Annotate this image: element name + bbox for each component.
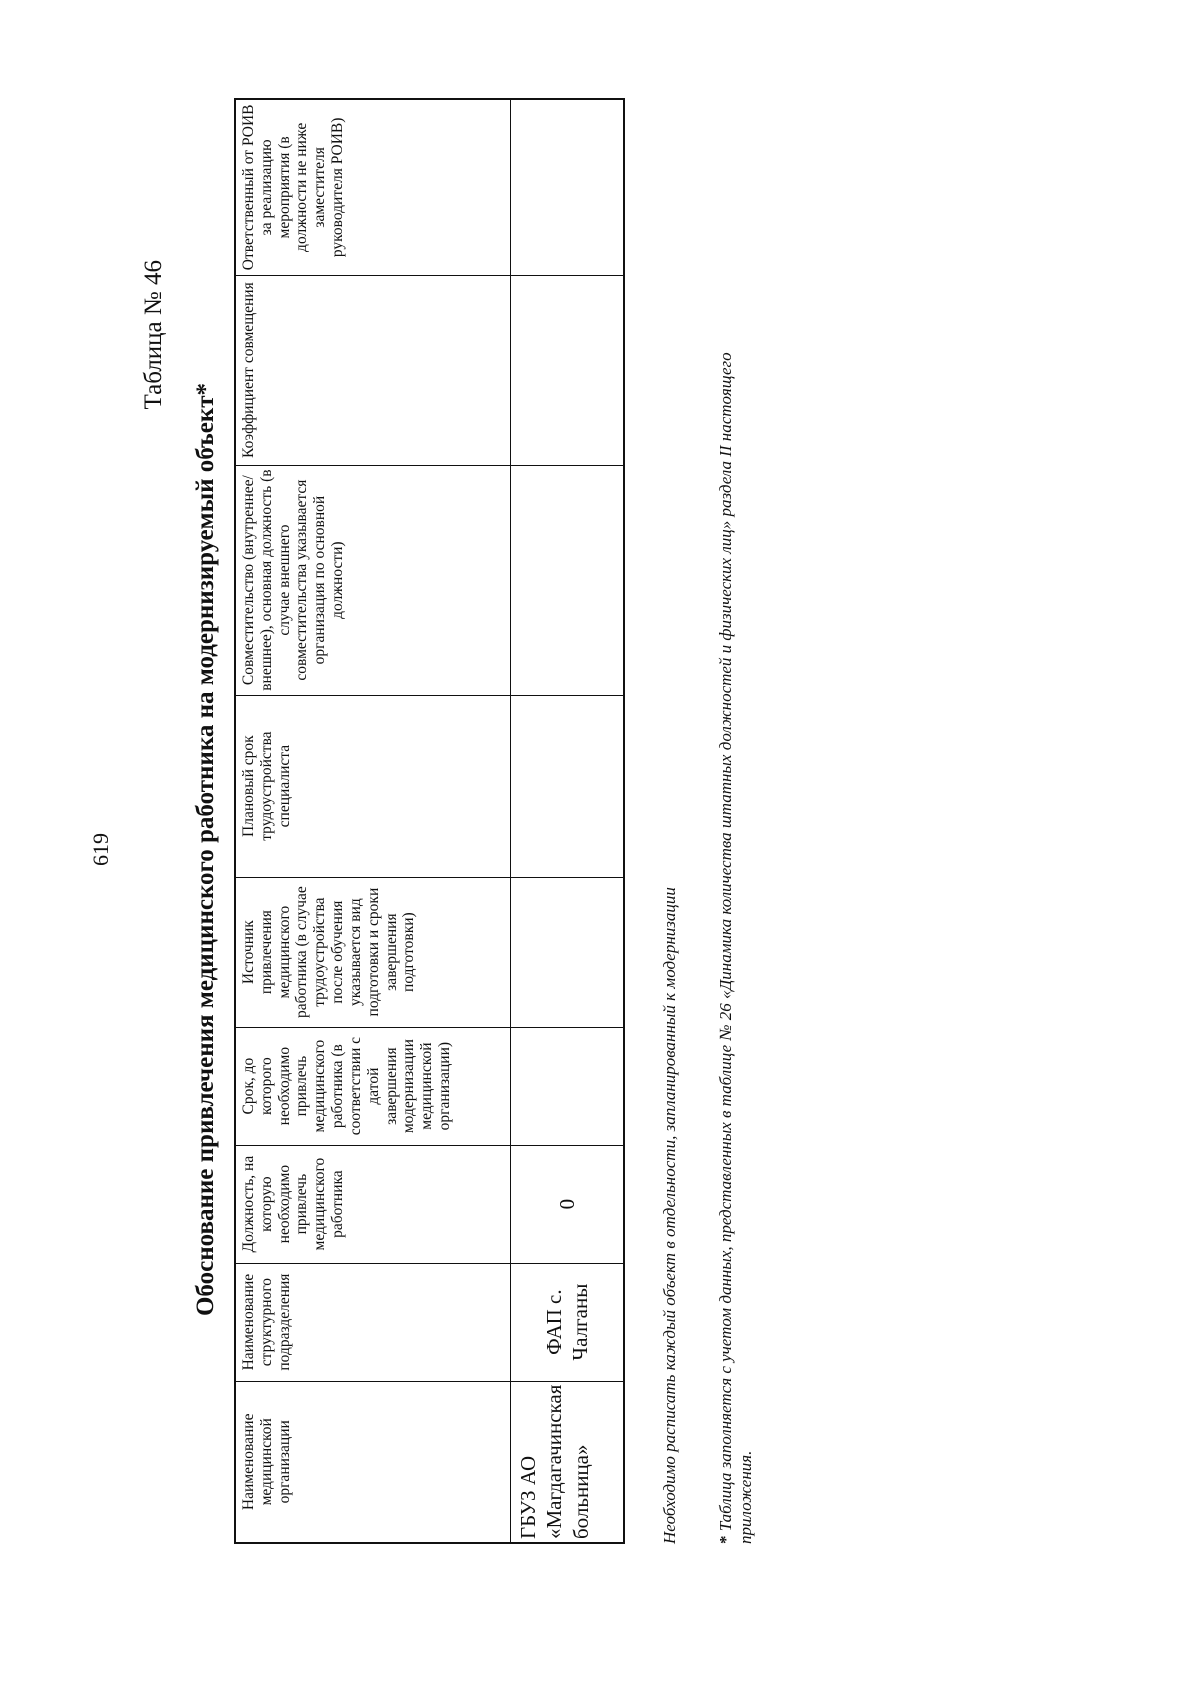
page-number: 619 — [88, 833, 113, 866]
header-position: Должность, на которую необходимо привлечь медицинского работника — [235, 1145, 511, 1263]
header-planned-date: Плановый срок трудоустройства специалиста — [235, 695, 511, 877]
cell-source — [511, 877, 625, 1027]
note-text: Необходимо расписать каждый объект в отдельности, запланированный к модернизации — [660, 887, 679, 1544]
header-org-name: Наименование медицинской организации — [235, 1381, 511, 1543]
footnote-text: Таблица заполняется с учетом данных, представленных в таблице № 26 «Динамика количества штатных должностей и физических лиц» раздела II настоящего приложения. — [716, 352, 755, 1544]
cell-coefficient — [511, 275, 625, 465]
footnote-star: * — [716, 1535, 735, 1544]
cell-org-name: ГБУЗ АО «Магдагачинская больница» — [511, 1381, 625, 1543]
header-unit-name: Наименование структурного подразделения — [235, 1263, 511, 1381]
table-header-row — [235, 99, 511, 1543]
cell-unit-name: ФАП с. Чалганы — [511, 1263, 625, 1381]
justification-table — [234, 98, 625, 1544]
header-responsible: Ответственный от РОИВ за реализацию мероприятия (в должности не ниже заместителя руководителя РОИВ) — [235, 99, 511, 275]
cell-combination — [511, 465, 625, 695]
cell-planned-date — [511, 695, 625, 877]
document-title: Обоснование привлечения медицинского работника на модернизируемый объект* — [192, 383, 219, 1317]
header-combination: Совместительство (внутреннее/внешнее), основная должность (в случае внешнего совместительства указывается организация по основной должности) — [235, 465, 511, 695]
cell-position: 0 — [511, 1145, 625, 1263]
table-row — [511, 99, 625, 1543]
cell-deadline — [511, 1027, 625, 1145]
table-number: Таблица № 46 — [140, 260, 167, 410]
header-coefficient: Коэффициент совмещения — [235, 275, 511, 465]
table-container — [234, 98, 625, 1544]
header-source: Источник привлечения медицинского работника (в случае трудоустройства после обучения указывается вид подготовки и сроки завершения подготовки) — [235, 877, 511, 1027]
cell-responsible — [511, 99, 625, 275]
footnote — [716, 284, 755, 1544]
header-deadline: Срок, до которого необходимо привлечь медицинского работника (в соответствии с датой завершения модернизации медицинской организации) — [235, 1027, 511, 1145]
